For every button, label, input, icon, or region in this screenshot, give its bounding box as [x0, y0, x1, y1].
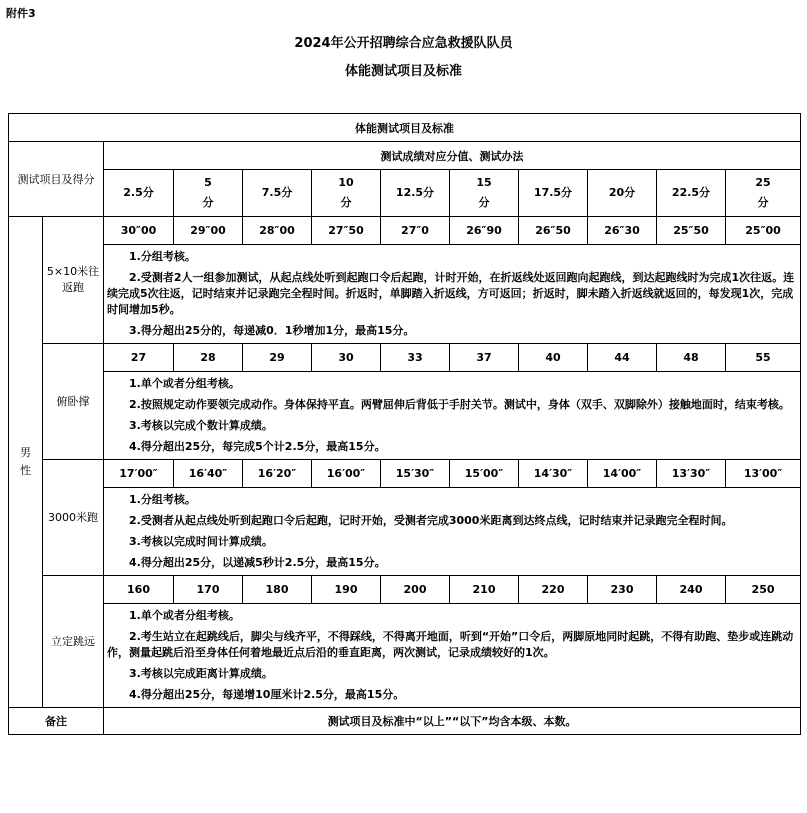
- value-cell: 15′30″: [381, 460, 450, 488]
- value-cell: 28: [174, 344, 243, 372]
- value-cell: 30″00: [104, 217, 174, 245]
- value-cell: 44: [588, 344, 657, 372]
- value-cell: 30: [312, 344, 381, 372]
- rule-line: 3.考核以完成个数计算成绩。: [129, 419, 273, 432]
- event-name: 5×10米往 返跑: [43, 217, 104, 344]
- score-cell: 22.5分: [657, 170, 726, 217]
- value-cell: 25″00: [726, 217, 801, 245]
- table-header: 体能测试项目及标准: [9, 114, 801, 142]
- value-cell: 33: [381, 344, 450, 372]
- score-cell: 17.5分: [519, 170, 588, 217]
- note-label: 备注: [9, 708, 104, 735]
- rule-line: 4.得分超出25分，每递增10厘米计2.5分，最高15分。: [129, 688, 405, 701]
- rules-cell: [104, 372, 801, 460]
- value-cell: 26″30: [588, 217, 657, 245]
- value-cell: 14′00″: [588, 460, 657, 488]
- score-cell: 15 分: [450, 170, 519, 217]
- score-cell: 12.5分: [381, 170, 450, 217]
- value-cell: 40: [519, 344, 588, 372]
- rule-line: 2.按照规定动作要领完成动作。身体保持平直。两臂屈伸后背低于手肘关节。测试中，身体（双手、双脚除外）接触地面时，结束考核。: [129, 398, 790, 411]
- value-cell: 15′00″: [450, 460, 519, 488]
- score-cell: 25 分: [726, 170, 801, 217]
- value-cell: 190: [312, 576, 381, 604]
- rule-line: 4.得分超出25分，以递减5秒计2.5分，最高15分。: [129, 556, 386, 569]
- rules-cell: [104, 245, 801, 344]
- value-cell: 29: [243, 344, 312, 372]
- value-cell: 210: [450, 576, 519, 604]
- page-title: 2024年公开招聘综合应急救援队队员: [294, 36, 513, 51]
- value-cell: 26″90: [450, 217, 519, 245]
- value-cell: 13′30″: [657, 460, 726, 488]
- score-cell: 20分: [588, 170, 657, 217]
- value-cell: 16′40″: [174, 460, 243, 488]
- value-cell: 230: [588, 576, 657, 604]
- value-cell: 14′30″: [519, 460, 588, 488]
- score-cell: 5 分: [174, 170, 243, 217]
- page-subtitle: 体能测试项目及标准: [344, 64, 462, 79]
- rules-cell: [104, 604, 801, 708]
- value-cell: 160: [104, 576, 174, 604]
- value-cell: 17′00″: [104, 460, 174, 488]
- value-cell: 27″0: [381, 217, 450, 245]
- event-name: 3000米跑: [43, 460, 104, 576]
- rule-line: 2.考生站立在起跳线后，脚尖与线齐平，不得踩线，不得离开地面，听到“开始”口令后，两脚原地同时起跳，不得有助跑、垫步或连跳动作，测量起跳后沿至身体任何着地最近点后沿的垂直距离，两次测试，记录成绩较好的1次。: [107, 630, 794, 659]
- value-cell: 16′00″: [312, 460, 381, 488]
- value-cell: 26″50: [519, 217, 588, 245]
- score-cell: 7.5分: [243, 170, 312, 217]
- rule-line: 4.得分超出25分，每完成5个计2.5分，最高15分。: [129, 440, 386, 453]
- value-cell: 180: [243, 576, 312, 604]
- value-cell: 13′00″: [726, 460, 801, 488]
- value-cell: 220: [519, 576, 588, 604]
- value-cell: 240: [657, 576, 726, 604]
- value-cell: 170: [174, 576, 243, 604]
- value-cell: 28″00: [243, 217, 312, 245]
- standards-table: [8, 113, 801, 735]
- value-cell: 27″50: [312, 217, 381, 245]
- rule-line: 2.受测者从起点线处听到起跑口令后起跑，记时开始，受测者完成3000米距离到达终点线，记时结束并记录跑完全程时间。: [129, 514, 733, 527]
- rule-line: 1.分组考核。: [129, 493, 196, 506]
- rules-cell: [104, 488, 801, 576]
- rule-line: 1.分组考核。: [129, 250, 196, 263]
- value-cell: 200: [381, 576, 450, 604]
- rule-line: 3.考核以完成距离计算成绩。: [129, 667, 273, 680]
- event-name: 立定跳远: [43, 576, 104, 708]
- attachment-label: 附件3: [6, 7, 36, 20]
- score-cell: 10 分: [312, 170, 381, 217]
- rule-line: 3.得分超出25分的，每递减0．1秒增加1分，最高15分。: [129, 324, 415, 337]
- value-cell: 48: [657, 344, 726, 372]
- rule-line: 3.考核以完成时间计算成绩。: [129, 535, 273, 548]
- rule-line: 1.单个或者分组考核。: [129, 377, 240, 390]
- rule-line: 2.受测者2人一组参加测试，从起点线处听到起跑口令后起跑，计时开始，在折返线处返回跑向起跑线，到达起跑线时为完成1次往返。连续完成5次往返，记时结束并记录跑完全程时间。折返时，单脚踏入折返线，方可返回；折返时，脚未踏入折返线就返回的，每发现1次，完成时间增加5秒。: [107, 271, 795, 316]
- value-cell: 16′20″: [243, 460, 312, 488]
- value-cell: 29″00: [174, 217, 243, 245]
- event-name: 俯卧撑: [43, 344, 104, 460]
- gender-cell: 男 性: [9, 217, 43, 708]
- value-cell: 250: [726, 576, 801, 604]
- value-cell: 37: [450, 344, 519, 372]
- note-text: 测试项目及标准中“以上”“以下”均含本级、本数。: [104, 708, 801, 735]
- rule-line: 1.单个或者分组考核。: [129, 609, 240, 622]
- score-cell: 2.5分: [104, 170, 174, 217]
- sub-header: 测试成绩对应分值、测试办法: [104, 142, 801, 170]
- value-cell: 27: [104, 344, 174, 372]
- left-header: 测试项目及得分: [9, 142, 104, 217]
- value-cell: 25″50: [657, 217, 726, 245]
- value-cell: 55: [726, 344, 801, 372]
